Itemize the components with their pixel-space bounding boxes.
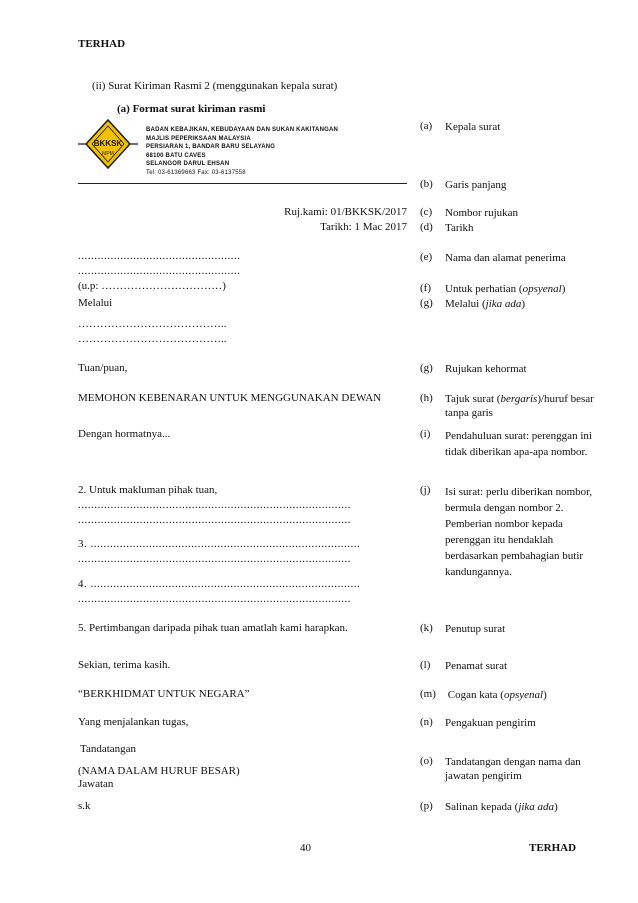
paragraph-2-line-2: .................................................................................... [78, 514, 351, 526]
legend-text: Nama dan alamat penerima [445, 252, 566, 264]
legend-label: (p) [420, 800, 433, 812]
legend-label: (h) [420, 392, 433, 404]
footer-classification: TERHAD [529, 842, 577, 854]
via-label: Melalui [78, 297, 113, 309]
legend-label: (o) [420, 755, 433, 767]
paragraph-4-line: .................................................................................... [78, 593, 351, 605]
letterhead [146, 126, 338, 177]
paragraph-3: 3. ................................................................................... [78, 538, 361, 550]
legend-label: (e) [420, 251, 433, 263]
legend-label: (n) [420, 716, 433, 728]
via-line-1: ………………………………….. [78, 318, 227, 330]
legend-text: Kepala surat [445, 121, 501, 133]
legend-text: Melalui (jika ada) [445, 298, 526, 310]
paragraph-2: 2. Untuk makluman pihak tuan, [78, 484, 218, 496]
legend-label: (b) [420, 178, 433, 190]
legend-text: Pendahuluan surat: perenggan ini tidak diberikan apa-apa nombor. [445, 430, 592, 458]
sender-name: (NAMA DALAM HURUF BESAR) [78, 765, 240, 777]
legend-text: Nombor rujukan [445, 207, 519, 219]
paragraph-2-line-1: .................................................................................... [78, 499, 351, 511]
paragraph-5: 5. Pertimbangan daripada pihak tuan amatlah kami harapkan. [78, 622, 348, 634]
carbon-copy: s.k [78, 800, 91, 812]
legend-text: Untuk perhatian (opsyenal) [445, 283, 566, 295]
bkksk-logo [78, 118, 138, 170]
header-classification: TERHAD [78, 38, 126, 50]
letterhead-state: SELANGOR DARUL EHSAN [146, 161, 230, 167]
recipient-line-2: .................................................. [78, 265, 241, 277]
legend-label: (c) [420, 206, 433, 218]
letter-date: Tarikh: 1 Mac 2017 [320, 221, 407, 233]
legend-label: (k) [420, 622, 433, 634]
attention-line: (u.p: ……………………………) [78, 280, 226, 292]
legend-text: Isi surat: perlu diberikan nombor, bermula dengan nombor 2. Pemberian nombor kepada perenggan itu hendaklah berdasarkan pembahagian butir kandungannya. [445, 486, 593, 578]
legend-text: Penutup surat [445, 623, 506, 635]
legend-text: Rujukan kehormat [445, 363, 527, 375]
legend-label: (l) [420, 659, 431, 671]
section-title: (ii) Surat Kiriman Rasmi 2 (menggunakan kepala surat) [92, 80, 338, 92]
if-any-note: jika ada [518, 801, 555, 813]
salutation: Tuan/puan, [78, 362, 128, 374]
legend-text: Tandatangan dengan nama dan jawatan pengirim [445, 756, 581, 782]
legend-label: (g) [420, 362, 433, 374]
optional-note: opsyenal [522, 283, 562, 295]
paragraph-4: 4. ................................................................................... [78, 578, 361, 590]
letterhead-org: BADAN KEBAJIKAN, KEBUDAYAAN DAN SUKAN KAKITANGAN [146, 127, 339, 133]
sender-position: Jawatan [78, 778, 114, 790]
letterhead-contact: Tel: 03-61369663 Fax: 03-6137558 [146, 169, 246, 176]
underlined-note: bergaris [500, 393, 538, 405]
letter-subject: MEMOHON KEBENARAN UNTUK MENGGUNAKAN DEWAN [78, 392, 382, 404]
optional-note: opsyenal [503, 689, 544, 701]
section-subtitle: (a) Format surat kiriman rasmi [117, 103, 266, 115]
letterhead-postcode: 68100 BATU CAVES [146, 152, 206, 159]
legend-label: (f) [420, 282, 431, 294]
letterhead-council: MAJLIS PEPERIKSAAN MALAYSIA [146, 135, 251, 142]
recipient-line-1: .................................................. [78, 250, 241, 262]
opening-paragraph: Dengan hormatnya... [78, 428, 171, 440]
signature: Tandatangan [80, 743, 137, 755]
via-line-2: ………………………………….. [78, 333, 227, 345]
legend-text: Tarikh [445, 222, 474, 234]
long-rule [78, 183, 407, 184]
logo-text: BKKSK [93, 139, 123, 148]
legend-label: (j) [420, 484, 431, 496]
legend-text: Tajuk surat (bergaris)/huruf besar tanpa garis [445, 393, 594, 419]
legend-text: Cogan kata (opsyenal) [445, 689, 547, 701]
legend-text: Salinan kepada (jika ada) [445, 801, 558, 813]
legend-label: (i) [420, 428, 431, 440]
yours-faithfully: Yang menjalankan tugas, [78, 716, 189, 728]
closing: Sekian, terima kasih. [78, 659, 171, 671]
if-any-note: jika ada [485, 298, 522, 310]
legend-label: (g) [420, 297, 433, 309]
paragraph-3-line: .................................................................................... [78, 553, 351, 565]
legend-text: Penamat surat [445, 660, 508, 672]
motto: “BERKHIDMAT UNTUK NEGARA” [78, 688, 250, 700]
legend-label: (a) [420, 120, 433, 132]
legend-label: (d) [420, 221, 433, 233]
letterhead-street: PERSIARAN 1, BANDAR BARU SELAYANG [146, 144, 276, 150]
reference-number: Ruj.kami: 01/BKKSK/2017 [284, 206, 407, 218]
legend-label: (m) [420, 688, 436, 700]
legend-text: Garis panjang [445, 179, 507, 191]
page-number: 40 [300, 842, 311, 854]
legend-text: Pengakuan pengirim [445, 717, 536, 729]
logo-subtext: MPM [102, 151, 114, 157]
